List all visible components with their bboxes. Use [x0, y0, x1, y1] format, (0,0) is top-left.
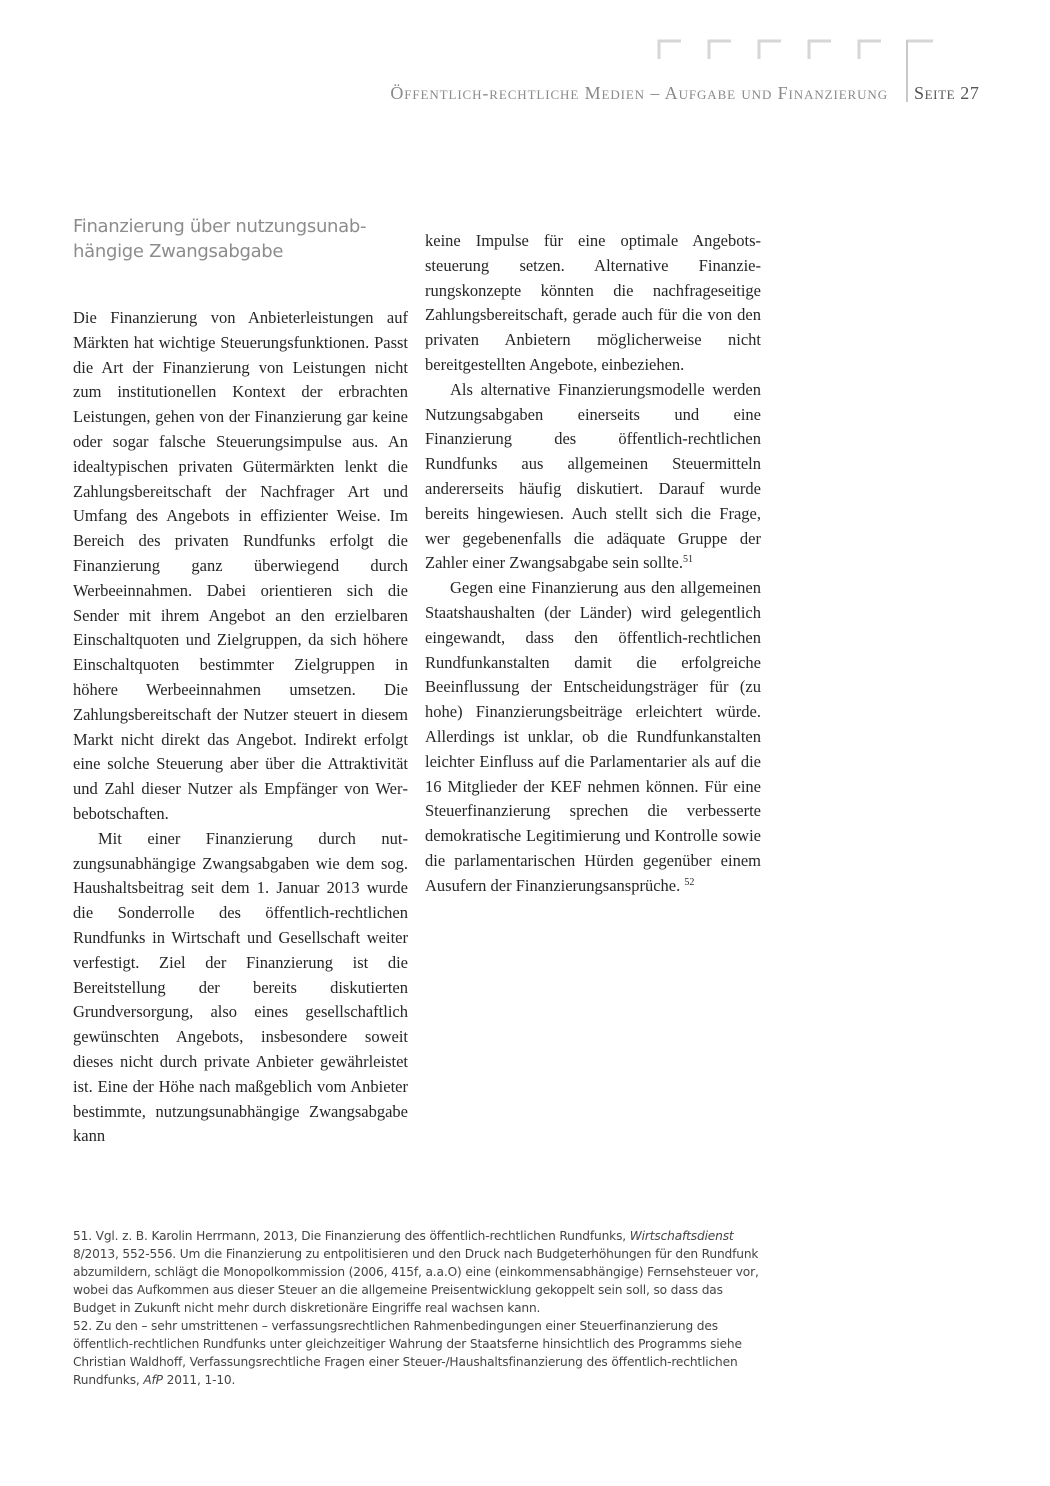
footnote-51	[73, 1227, 759, 1317]
section-heading-line-1: Finanzierung über nutzungsunab-	[73, 216, 367, 237]
paragraph-4	[425, 576, 761, 898]
header-vertical-rule	[906, 40, 908, 102]
text-column-right	[425, 229, 761, 899]
paragraph-1: Die Finanzierung von Anbieterleistungen auf Märkten hat wichtige Steuerungsfunktionen. Passt die Art der Finanzierung von Leistungen nicht zum institutionellen Kontext der erbrachten Leistungen, gehen von der Finanzierung gar keine oder sogar falsche Steuerungsimpulse aus. An idealtypischen privaten Gütermärkten lenkt die Zahlungsbereitschaft der Nachfrager Art und Umfang des Angebots in effizienter Weise. Im Bereich des privaten Rundfunks erfolgt die Finanzierung ganz überwiegend durch Werbeeinnahmen. Dabei orientieren sich die Sender mit ihrem Angebot an den erzielbaren Einschaltquoten und Zielgruppen, da sich höhere Einschaltquoten bestimmter Zielgruppen in höhere Werbeeinnahmen umsetzen. Die Zahlungsbereitschaft der Nutzer steuert in diesem Markt nicht direkt das Angebot. Indirekt erfolgt eine solche Steuerung aber über die Attraktivität und Zahl dieser Nutzer als Empfänger von Werbebotschaften.	[73, 308, 408, 823]
running-header-title: Öffentlich-rechtliche Medien – Aufgabe und Finanzierung	[390, 83, 888, 103]
text-column-left	[73, 214, 408, 1149]
page-number: Seite 27	[914, 83, 980, 103]
footnote-52-italic: AfP	[143, 1373, 163, 1387]
section-heading	[73, 214, 408, 264]
paragraph-3	[425, 378, 761, 576]
footnotes	[73, 1227, 759, 1389]
paragraph-4-text: Gegen eine Finanzierung aus den allgemeinen Staatshaushalten (der Länder) wird gelegentlich eingewandt, dass den öffentlich-rechtlichen Rundfunkanstalten damit die erfolgreiche Beeinflussung der Entscheidungsträger für (zu hohe) Finanzierungsbeiträge erleichtert würde. Allerdings ist unklar, ob die Rundfunkanstalten leichter Einfluss auf die Parlamentarier als auf die 16 Mitglieder der KEF nehmen können. Für eine Steuerfinanzierung sprechen die verbesserte demokratische Legitimierung und Kontrolle sowie die parlamentarischen Hürden gegenüber einem Ausufern der Finanzierungsansprüche.	[425, 578, 761, 895]
footnote-52-text-b: 2011, 1-10.	[162, 1373, 236, 1387]
footnote-51-text-a: 51. Vgl. z. B. Karolin Herrmann, 2013, Die Finanzierung des öffentlich-rechtlichen Rundfunks,	[73, 1229, 630, 1243]
section-heading-line-2: hängige Zwangsabgabe	[73, 241, 284, 262]
footnote-52-text-a: 52. Zu den – sehr umstrittenen – verfassungsrechtlichen Rahmenbedingungen einer Steuerfinanzierung des öffentlich-rechtlichen Rundfunks unter gleichzeitiger Wahrung der Staatsferne hinsichtlich des Programms siehe Christian Waldhoff, Verfassungsrechtliche Fragen einer Steuer-/Haushaltsfinanzierung des öffentlich-rechtlichen Rundfunks,	[73, 1319, 742, 1387]
footnote-ref-51[interactable]: 51	[682, 554, 693, 566]
footnote-ref-52[interactable]: 52	[684, 876, 695, 888]
footnote-52	[73, 1317, 759, 1389]
footnote-51-italic: Wirtschaftsdienst	[629, 1229, 734, 1243]
footnote-51-text-b: 8/2013, 552-556. Um die Finanzierung zu entpolitisieren und den Druck nach Budgeterhöhungen für den Rundfunk abzumildern, schlägt die Monopolkommission (2006, 415f, a.a.O) eine (einkommensabhängige) Fernsehsteuer vor, wobei das Aufkommen aus dieser Steuer an die allgemeine Preisentwicklung gekoppelt sein soll, so dass das Budget in Zukunft nicht mehr durch diskretionäre Eingriffe real wachsen kann.	[73, 1247, 759, 1315]
paragraph-3-text: Als alternative Finanzierungsmodelle werden Nutzungsabgaben einerseits und eine Finanzierung des öffentlich-rechtlichen Rundfunks aus allgemeinen Steuermitteln andererseits häufig diskutiert. Darauf wurde bereits hingewiesen. Auch stellt sich die Frage, wer gegebenenfalls die adäquate Gruppe der Zahler einer Zwangsabgabe sein sollte.	[425, 379, 761, 573]
paragraph-2: Mit einer Finanzierung durch nutzungsunabhängige Zwangsabgaben wie dem sog. Haushaltsbeitrag seit dem 1. Januar 2013 wurde die Sonderrolle des öffentlich-rechtlichen Rundfunks in Wirtschaft und Gesellschaft weiter verfestigt. Ziel der Finanzierung ist die Bereitstellung der bereits diskutierten Grundversorgung, also eines gesellschaftlich gewünschten Angebots, insbesondere soweit dieses nicht durch private Anbieter gewährleistet ist. Eine der Höhe nach maßgeblich vom Anbieter bestimmte, nutzungsunabhängige Zwangsabgabe kann	[73, 828, 408, 1146]
paragraph-2-continued: keine Impulse für eine optimale Angebotssteuerung setzen. Alternative Finanzierungskonzepte könnten die nachfrageseitige Zahlungsbereitschaft, gerade auch für die von den privaten Anbietern möglicherweise nicht bereitgestellten Angebote, einbeziehen.	[425, 231, 761, 374]
